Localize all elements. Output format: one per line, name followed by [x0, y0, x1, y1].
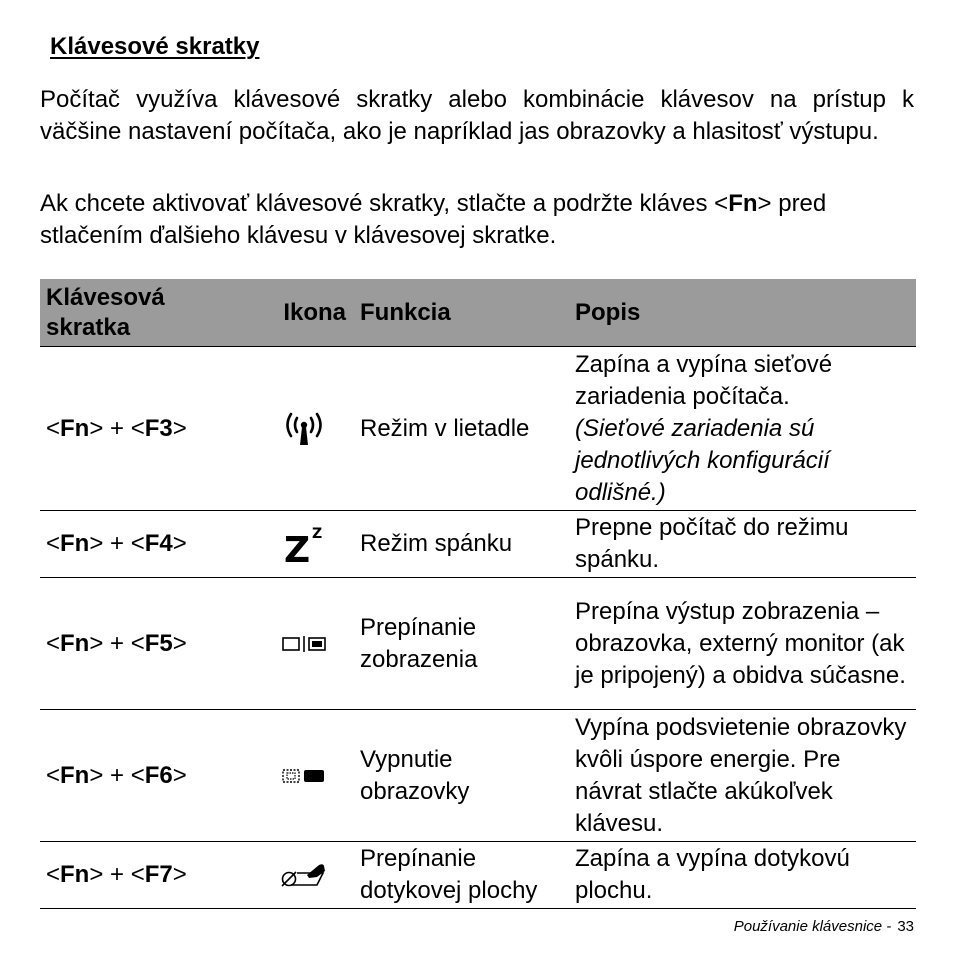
- sleep-icon: [254, 511, 354, 578]
- page-footer: [734, 918, 914, 935]
- activation-text-after: > pred stlačením ďalšieho klávesu v klávesovej skratke.: [40, 190, 827, 249]
- activation-paragraph: [40, 188, 914, 252]
- section-heading: Klávesové skratky: [50, 33, 260, 60]
- description-cell: Prepne počítač do režimu spánku.: [569, 511, 916, 578]
- fn-key-label: Fn: [728, 190, 758, 217]
- svg-text:Z: Z: [312, 526, 323, 542]
- header-shortcut: Klávesová skratka: [40, 279, 254, 347]
- description-cell: Prepína výstup zobrazenia – obrazovka, externý monitor (ak je pripojený) a obidva súčasne.: [569, 578, 916, 710]
- function-cell: Režim spánku: [354, 511, 569, 578]
- key-fn: Fn: [60, 530, 90, 557]
- shortcut-cell: <Fn> + <F3>: [40, 347, 254, 511]
- key-f7: F7: [144, 861, 173, 888]
- description-cell: Vypína podsvietenie obrazovky kvôli úspore energie. Pre návrat stlačte akúkoľvek klávesu.: [569, 710, 916, 842]
- display-toggle-icon: [254, 578, 354, 710]
- description-text: Zapína a vypína sieťové zariadenia počítača.: [575, 350, 833, 410]
- shortcut-cell: <Fn> + <F6>: [40, 710, 254, 842]
- key-fn: Fn: [60, 629, 90, 657]
- key-fn: Fn: [60, 414, 90, 442]
- key-fn: Fn: [60, 761, 90, 789]
- description-cell: [569, 347, 916, 511]
- header-icon: Ikona: [254, 279, 354, 347]
- function-cell: Vypnutie obrazovky: [354, 710, 569, 842]
- table-row: [40, 347, 916, 511]
- key-f3: F3: [144, 414, 173, 442]
- description-cell: Zapína a vypína dotykovú plochu.: [569, 842, 916, 909]
- function-cell: Prepínanie zobrazenia: [354, 578, 569, 710]
- intro-paragraph: Počítač využíva klávesové skratky alebo kombinácie klávesov na prístup k väčšine nastavení počítača, ako je napríklad jas obrazovky a hlasitosť výstupu.: [40, 86, 914, 145]
- description-note: (Sieťové zariadenia sú jednotlivých konfigurácií odlišné.): [575, 414, 830, 506]
- display-off-icon: [254, 710, 354, 842]
- activation-text-before: Ak chcete aktivovať klávesové skratky, stlačte a podržte kláves <: [40, 190, 729, 217]
- shortcut-cell: <Fn> + <F4>: [40, 511, 254, 578]
- key-f4: F4: [144, 530, 173, 557]
- table-row: [40, 842, 916, 909]
- key-fn: Fn: [60, 861, 90, 888]
- footer-label: Používanie klávesnice -: [733, 918, 892, 935]
- header-function: Funkcia: [354, 279, 569, 347]
- table-header-row: [40, 279, 916, 347]
- table-row: [40, 511, 916, 578]
- function-cell: Režim v lietadle: [354, 347, 569, 511]
- svg-text:Z: Z: [284, 530, 311, 566]
- header-description: Popis: [569, 279, 916, 347]
- key-f6: F6: [144, 761, 173, 789]
- table-row: [40, 710, 916, 842]
- table-row: [40, 578, 916, 710]
- touchpad-toggle-icon: [254, 842, 354, 909]
- page-number: 33: [897, 918, 914, 935]
- shortcut-cell: <Fn> + <F5>: [40, 578, 254, 710]
- hotkeys-table: [40, 279, 916, 909]
- airplane-mode-icon: [254, 347, 354, 511]
- key-f5: F5: [144, 629, 173, 657]
- shortcut-cell: <Fn> + <F7>: [40, 842, 254, 909]
- function-cell: Prepínanie dotykovej plochy: [354, 842, 569, 909]
